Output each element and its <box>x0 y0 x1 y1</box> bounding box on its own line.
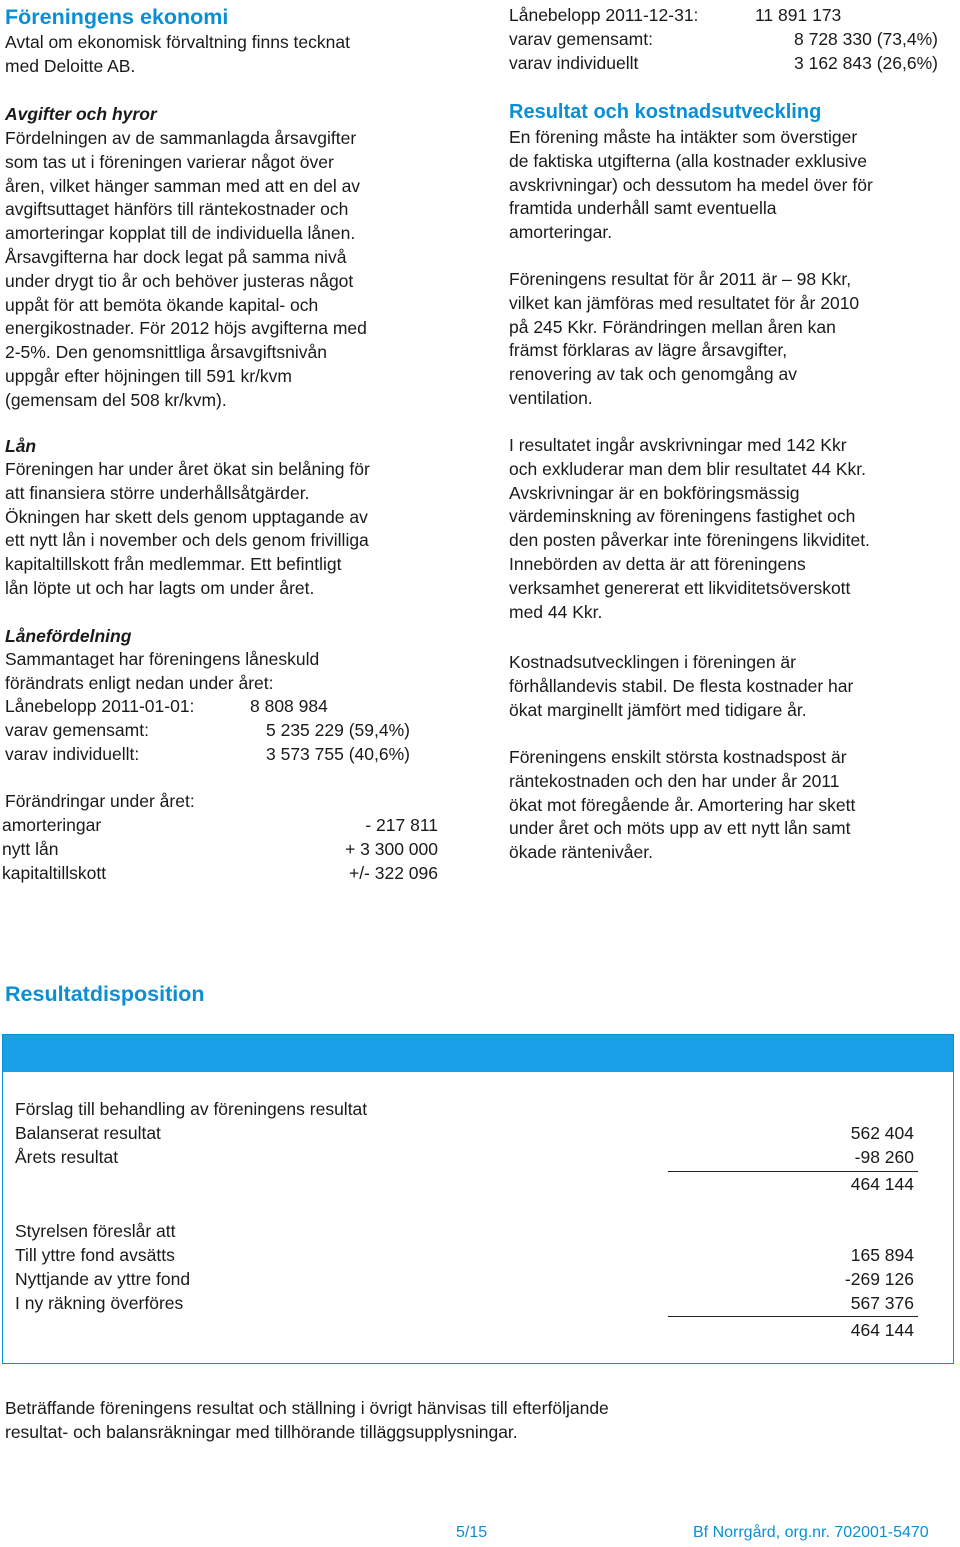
text-line: ökat marginellt jämfört med tidigare år. <box>509 699 807 720</box>
dist-value-0: 8 808 984 <box>250 696 328 716</box>
result-paragraph-3 <box>509 434 870 624</box>
intro-paragraph <box>5 31 350 79</box>
text-line: Beträffande föreningens resultat och ställning i övrigt hänvisas till efterföljande <box>5 1398 609 1418</box>
text-line: verksamhet genererat ett likviditetsöverskott <box>509 577 851 598</box>
text-line: Kostnadsutvecklingen i föreningen är <box>509 652 796 672</box>
result-paragraph-4 <box>509 651 853 722</box>
dist-value-2: 3 573 755 (40,6%) <box>266 744 410 764</box>
text-line: Årsavgifterna har dock legat på samma nivå <box>5 246 347 267</box>
text-line: amorteringar. <box>509 222 613 243</box>
change-value-2: +/- 322 096 <box>348 863 438 883</box>
text-line: En förening måste ha intäkter som överstiger <box>509 127 858 147</box>
text-line: främst förklaras av lägre årsavgifter, <box>509 340 788 361</box>
text-line: (gemensam del 508 kr/kvm). <box>5 389 227 410</box>
text-line: att finansiera större underhållsåtgärder. <box>5 482 310 503</box>
sum-rule-1 <box>668 1171 918 1172</box>
text-line: avgiftsuttaget hänförs till räntekostnader och <box>5 199 349 220</box>
text-line: renovering av tak och genomgång av <box>509 364 797 385</box>
text-line: åren, vilket hänger samman med att en del av <box>5 175 361 196</box>
text-line: Innebörden av detta är att föreningens <box>509 553 806 574</box>
text-line: under drygt tio år och behöver justeras något <box>5 270 354 291</box>
result-paragraph-1 <box>509 126 873 245</box>
text-line: lån löpte ut och har lagts om under året. <box>5 577 315 598</box>
text-line: resultat- och balansräkningar med tillhörande tilläggsupplysningar. <box>5 1421 518 1442</box>
closing-paragraph <box>5 1397 609 1445</box>
change-label-2: kapitaltillskott <box>2 863 107 883</box>
text-line: kapitaltillskott från medlemmar. Ett befintligt <box>5 554 342 575</box>
text-line: energikostnader. För 2012 höjs avgifterna med <box>5 318 367 339</box>
text-line: Fördelningen av de sammanlagda årsavgifter <box>5 128 357 148</box>
text-line: Föreningen har under året ökat sin belåning för <box>5 459 370 479</box>
change-label-1: nytt lån <box>2 839 59 859</box>
loan-end-common-value: 8 728 330 (73,4%) <box>794 29 938 49</box>
dist-value-1: 5 235 229 (59,4%) <box>266 720 410 740</box>
text-line: med 44 Kkr. <box>509 601 603 622</box>
text-line: Avskrivningar är en bokföringsmässig <box>509 482 800 503</box>
result-paragraph-2 <box>509 268 859 411</box>
loan-distribution-heading: Lånefördelning <box>5 626 132 646</box>
text-line: 2-5%. Den genomsnittliga årsavgiftsnivån <box>5 342 327 363</box>
year-result-label: Årets resultat <box>15 1147 119 1167</box>
loan-distribution-intro <box>5 648 319 696</box>
text-line: förändrats enligt nedan under året: <box>5 672 274 693</box>
proposal-heading: Förslag till behandling av föreningens resultat <box>15 1099 368 1119</box>
text-line: vilket kan jämföras med resultatet för år 2010 <box>509 292 860 313</box>
fund-use-value: -269 126 <box>844 1269 914 1289</box>
board-heading: Styrelsen föreslår att <box>15 1221 176 1241</box>
page-number: 5/15 <box>456 1524 488 1541</box>
dist-label-1: varav gemensamt: <box>5 720 149 740</box>
text-line: den posten påverkar inte föreningens likviditet. <box>509 530 870 551</box>
sum-2: 464 144 <box>850 1320 914 1340</box>
carry-value: 567 376 <box>850 1293 914 1313</box>
sum-rule-2 <box>668 1316 918 1317</box>
text-line: ökat mot föregående år. Amortering har skett <box>509 794 856 815</box>
loan-paragraph <box>5 458 370 601</box>
fund-label: Till yttre fond avsätts <box>15 1245 175 1265</box>
text-line: förhållandevis stabil. De flesta kostnader har <box>509 675 854 696</box>
change-label-0: amorteringar <box>2 815 102 835</box>
text-line: som tas ut i föreningen varierar något över <box>5 151 334 172</box>
text-line: avskrivningar) och dessutom ha medel över för <box>509 174 873 195</box>
text-line: de faktiska utgifterna (alla kostnader exklusive <box>509 150 867 171</box>
text-line: räntekostnaden och den har under år 2011 <box>509 770 840 791</box>
fund-value: 165 894 <box>850 1245 914 1265</box>
text-line: värdeminskning av föreningens fastighet och <box>509 506 856 527</box>
loan-end-common-label: varav gemensamt: <box>509 29 653 49</box>
text-line: under året och möts upp av ett nytt lån samt <box>509 818 851 839</box>
change-value-0: - 217 811 <box>365 815 438 835</box>
text-line: och exkluderar man dem blir resultatet 44 Kkr. <box>509 458 866 479</box>
text-line: på 245 Kkr. Förändringen mellan åren kan <box>509 316 836 337</box>
text-line: uppåt för att bemöta ökande kapital- och <box>5 294 319 315</box>
result-paragraph-5 <box>509 746 855 865</box>
loan-end-individual-label: varav individuellt <box>509 53 639 73</box>
text-line: ökade räntenivåer. <box>509 842 653 863</box>
result-heading: Resultat och kostnadsutveckling <box>509 101 822 123</box>
loan-end-label: Lånebelopp 2011-12-31: <box>509 5 699 25</box>
text-line: I resultatet ingår avskrivningar med 142 Kkr <box>509 435 847 455</box>
dist-label-2: varav individuellt: <box>5 744 140 764</box>
change-value-1: + 3 300 000 <box>345 839 438 859</box>
loan-end-value: 11 891 173 <box>755 5 842 25</box>
text-line: ventilation. <box>509 387 593 408</box>
text-line: Avtal om ekonomisk förvaltning finns tecknat <box>5 32 350 52</box>
fees-paragraph <box>5 127 367 413</box>
disposition-header-band <box>3 1035 953 1072</box>
fees-heading: Avgifter och hyror <box>5 104 157 124</box>
changes-heading: Förändringar under året: <box>5 791 195 811</box>
carry-label: I ny räkning överföres <box>15 1293 184 1313</box>
disposition-title: Resultatdisposition <box>5 982 205 1006</box>
balance-label: Balanserat resultat <box>15 1123 161 1143</box>
text-line: uppgår efter höjningen till 591 kr/kvm <box>5 365 292 386</box>
year-result-value: -98 260 <box>854 1147 914 1167</box>
dist-label-0: Lånebelopp 2011-01-01: <box>5 696 195 716</box>
text-line: Föreningens resultat för år 2011 är – 98 Kkr, <box>509 269 852 289</box>
text-line: amorteringar kopplat till de individuella lånen. <box>5 223 356 244</box>
text-line: Ökningen har skett dels genom upptagande av <box>5 506 368 527</box>
loan-heading: Lån <box>5 436 37 456</box>
balance-value: 562 404 <box>850 1123 914 1143</box>
text-line: Föreningens enskilt största kostnadspost är <box>509 747 847 767</box>
fund-use-label: Nyttjande av yttre fond <box>15 1269 191 1289</box>
sum-1: 464 144 <box>850 1174 914 1194</box>
org-number: Bf Norrgård, org.nr. 702001-5470 <box>693 1524 929 1541</box>
text-line: Sammantaget har föreningens låneskuld <box>5 649 320 669</box>
section-title-economy: Föreningens ekonomi <box>5 5 229 29</box>
text-line: med Deloitte AB. <box>5 55 136 76</box>
loan-end-individual-value: 3 162 843 (26,6%) <box>794 53 938 73</box>
text-line: ett nytt lån i november och dels genom frivilliga <box>5 530 369 551</box>
text-line: framtida underhåll samt eventuella <box>509 198 777 219</box>
